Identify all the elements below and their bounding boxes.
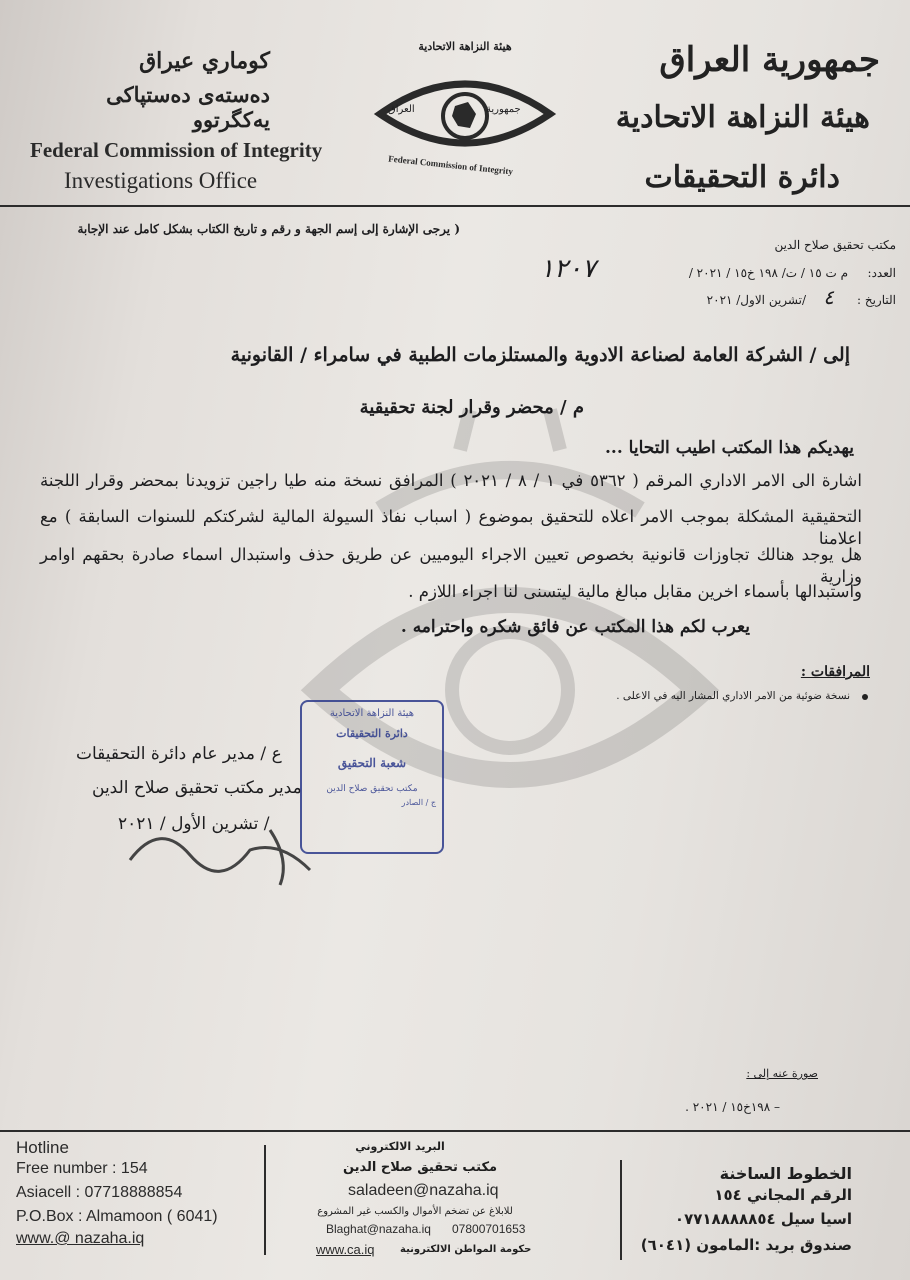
letter-paragraph-line-3: هل يوجد هنالك تجاوزات قانونية بخصوص تعيين الاجراء اليوميين عن طريق حذف واستبدال اسماء صادرة بحقهم اوامر وزارية: [40, 545, 862, 586]
signature-line-1: ع / مدير عام دائرة التحقيقات: [76, 744, 282, 764]
logo-right-text: جمهورية: [486, 104, 521, 115]
number-handwritten: ١٢٠٧: [540, 254, 596, 284]
copy-to-label: صورة عنه إلى :: [746, 1067, 818, 1080]
attachments-label: المرافقات :: [800, 664, 870, 680]
stamp-section-text: شعبة التحقيق: [337, 756, 407, 770]
stamp-top-text: هيئة النزاهة الاتحادية: [329, 708, 415, 719]
number-label: العدد:: [867, 266, 896, 280]
reply-note: ( يرجى الإشارة إلى إسم الجهة و رقم و تاريخ الكتاب بشكل كامل عند الإجابة: [77, 222, 460, 236]
logo-bottom-text: Federal Commission of Integrity: [387, 153, 514, 177]
date-label: التاريخ :: [856, 293, 896, 307]
header-arabic-office: دائرة التحقيقات: [644, 160, 840, 195]
letter-paragraph-line-4: واستبدالها بأسماء اخرين مقابل مبالغ مالية ليتسنى لنا اجراء اللازم .: [408, 582, 862, 601]
footer-ar-free-number: الرقم المجاني ١٥٤: [714, 1186, 852, 1204]
letter-closing: يعرب لكم هذا المكتب عن فائق شكره واحترامه .: [400, 617, 750, 637]
letter-paragraph-line-1: اشارة الى الامر الاداري المرقم ( ٥٣٦٢ في ١ / ٨ / ٢٠٢١ ) المرافق نسخة منه طيا راجين تزويدنا بمحضر وقرار اللجنة: [40, 471, 862, 490]
letter-subject: م / محضر وقرار لجنة تحقيقية: [359, 397, 584, 418]
footer-report-phone: 07800701653: [452, 1222, 526, 1236]
date-handwritten-day: ٤: [823, 285, 834, 309]
handwritten-signature: [120, 800, 320, 890]
header-english-commission: Federal Commission of Integrity: [30, 138, 323, 162]
footer-report-note: للابلاغ عن تضخم الأموال والكسب غير المشروع: [317, 1206, 513, 1217]
header-kurdish-commission: دەستەی دەستپاکی یەکگرتوو: [106, 82, 270, 132]
footer-ar-asiacell: اسيا سيل ٠٧٧١٨٨٨٨٨٥٤: [674, 1210, 852, 1228]
issuing-office: مكتب تحقيق صلاح الدين: [774, 238, 896, 252]
date-value: /تشرين الاول/ ٢٠٢١: [706, 293, 806, 307]
footer-email-link[interactable]: saladeen@nazaha.iq: [348, 1182, 499, 1199]
signature-line-3: / تشرين الأول / ٢٠٢١: [118, 814, 270, 834]
header-divider: [0, 205, 910, 207]
footer-email-office: مكتب تحقيق صلاح الدين: [342, 1160, 498, 1175]
footer-report-email[interactable]: Blaghat@nazaha.iq: [326, 1222, 431, 1236]
footer-gov-site-link[interactable]: www.ca.iq: [316, 1242, 375, 1257]
header-arabic-country: جمهورية العراق: [659, 40, 880, 80]
footer-pobox: P.O.Box : Almamoon ( 6041): [16, 1208, 218, 1225]
footer-email-title: البريد الالكتروني: [355, 1140, 445, 1153]
header-kurdish-country: كوماري عيراق: [139, 48, 270, 74]
attachment-bullet: [862, 694, 868, 700]
header-arabic-commission: هيئة النزاهة الاتحادية: [615, 100, 870, 135]
footer-free-number: Free number : 154: [16, 1160, 148, 1177]
stamp-dept-text: دائرة التحقيقات: [336, 727, 408, 740]
office-stamp: [300, 700, 444, 854]
attachment-item: نسخة ضوئية من الامر الاداري المشار اليه في الاعلى .: [616, 690, 850, 702]
logo-top-text: هيئة النزاهة الاتحادية: [418, 40, 512, 53]
footer-hotlines-title: الخطوط الساخنة: [719, 1164, 852, 1183]
number-value: م ت ١٥ / ت/ ١٩٨ خ١٥ / ٢٠٢١ /: [688, 266, 848, 280]
footer-separator-left: [264, 1145, 266, 1255]
signature-line-2: مدير مكتب تحقيق صلاح الدين: [92, 778, 302, 798]
footer-asiacell: Asiacell : 07718888854: [16, 1184, 183, 1201]
copy-reference: – ١٩٨خ١٥ / ٢٠٢١ .: [685, 1100, 780, 1114]
stamp-bottom-text: مكتب تحقيق صلاح الدين: [326, 784, 418, 794]
footer-gov-label: حكومة المواطن الالكترونية: [400, 1244, 532, 1255]
letter-paragraph-line-2: التحقيقية المشكلة بموجب الامر اعلاه للتحقيق بموضوع ( اسباب نفاذ السيولة المالية لشركتكم للسنوات السابقة ) مع اعلامنا: [40, 507, 862, 548]
header-english-office: Investigations Office: [64, 168, 258, 193]
footer-separator-right: [620, 1160, 622, 1260]
footer-divider: [0, 1130, 910, 1132]
stamp-corner-text: ج / الصادر: [401, 798, 436, 807]
letter-greeting: يهديكم هذا المكتب اطيب التحايا ...: [605, 438, 854, 458]
footer-ar-pobox: صندوق بريد :المامون (٦٠٤١): [640, 1236, 852, 1254]
letter-recipient: إلى / الشركة العامة لصناعة الادوية والمستلزمات الطبية في سامراء / القانونية: [230, 344, 850, 366]
footer-hotline: Hotline: [16, 1138, 69, 1157]
logo-left-text: العراق: [388, 104, 415, 115]
footer-website-link[interactable]: www.@ nazaha.iq: [16, 1230, 145, 1247]
